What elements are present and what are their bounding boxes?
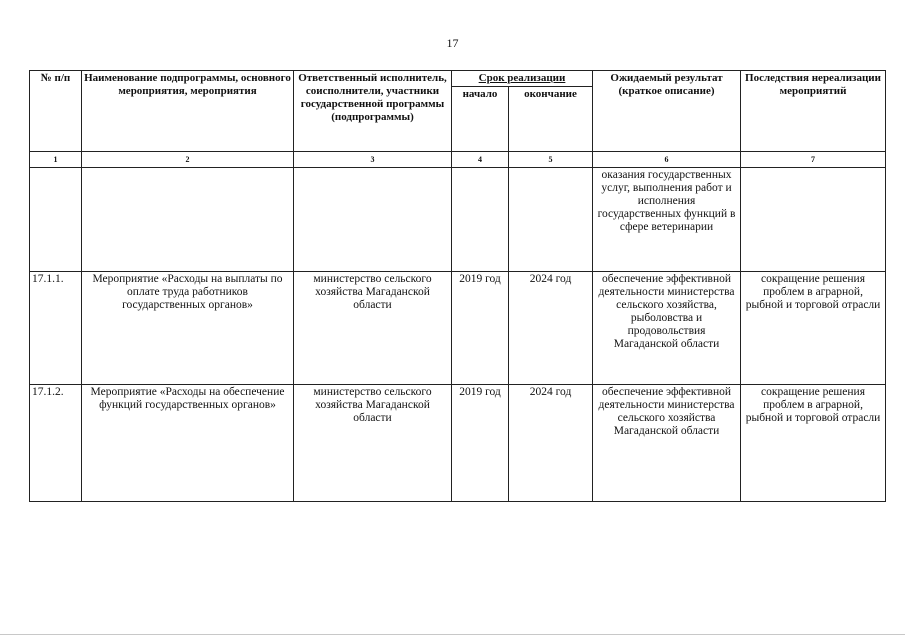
column-numbers-row	[30, 152, 886, 168]
table-row	[30, 385, 886, 502]
column-number: 6	[593, 152, 741, 168]
column-number: 7	[741, 152, 886, 168]
header-num: № п/п	[30, 71, 82, 152]
row-num: 17.1.1.	[30, 272, 82, 385]
header-end: окончание	[509, 87, 593, 152]
row-consequences	[741, 168, 886, 272]
row-name: Мероприятие «Расходы на обеспечение функций государственных органов»	[82, 385, 294, 502]
column-number: 5	[509, 152, 593, 168]
row-responsible: министерство сельского хозяйства Магаданской области	[294, 385, 452, 502]
row-responsible: министерство сельского хозяйства Магаданской области	[294, 272, 452, 385]
row-end: 2024 год	[509, 272, 593, 385]
row-start	[452, 168, 509, 272]
row-num	[30, 168, 82, 272]
row-name	[82, 168, 294, 272]
row-result: обеспечение эффективной деятельности министерства сельского хозяйства Магаданской области	[593, 385, 741, 502]
row-start: 2019 год	[452, 385, 509, 502]
program-table	[29, 70, 886, 502]
column-number: 4	[452, 152, 509, 168]
header-row	[30, 71, 886, 87]
page-bottom-line	[0, 634, 905, 635]
column-number: 3	[294, 152, 452, 168]
table-row	[30, 272, 886, 385]
column-number: 1	[30, 152, 82, 168]
row-end: 2024 год	[509, 385, 593, 502]
row-result: оказания государственных услуг, выполнения работ и исполнения государственных функций в сфере ветеринарии	[593, 168, 741, 272]
page-number: 17	[446, 36, 459, 50]
row-end	[509, 168, 593, 272]
row-consequences: сокращение решения проблем в аграрной, рыбной и торговой отрасли	[741, 385, 886, 502]
header-period	[452, 71, 593, 87]
row-consequences: сокращение решения проблем в аграрной, рыбной и торговой отрасли	[741, 272, 886, 385]
header-name: Наименование подпрограммы, основного мероприятия, мероприятия	[82, 71, 294, 152]
header-result: Ожидаемый результат (краткое описание)	[593, 71, 741, 152]
row-name: Мероприятие «Расходы на выплаты по оплате труда работников государственных органов»	[82, 272, 294, 385]
row-start: 2019 год	[452, 272, 509, 385]
row-num: 17.1.2.	[30, 385, 82, 502]
header-period-label: Срок реализации	[478, 72, 566, 84]
column-number: 2	[82, 152, 294, 168]
header-responsible: Ответственный исполнитель, соисполнители, участники государственной программы (подпрограммы)	[294, 71, 452, 152]
row-responsible	[294, 168, 452, 272]
header-start: начало	[452, 87, 509, 152]
row-result: обеспечение эффективной деятельности министерства сельского хозяйства, рыболовства и продовольствия Магаданской области	[593, 272, 741, 385]
table-row	[30, 168, 886, 272]
header-consequences: Последствия нереализации мероприятий	[741, 71, 886, 152]
